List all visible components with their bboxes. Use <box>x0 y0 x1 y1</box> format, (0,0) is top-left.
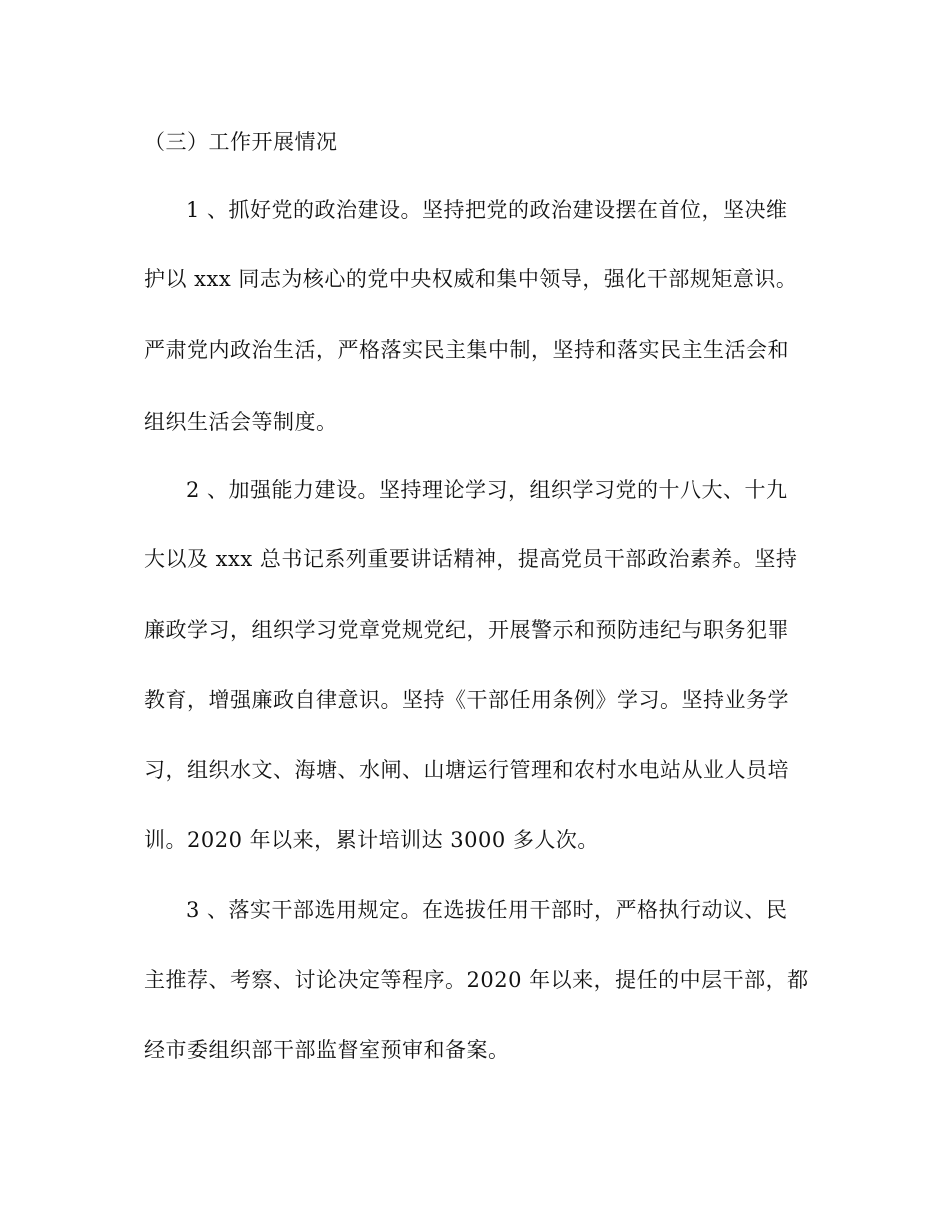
paragraph-1-line-1: 1 、抓好党的政治建设。坚持把党的政治建设摆在首位，坚决维 <box>186 198 788 222</box>
paragraph-1-line-2: 护以 xxx 同志为核心的党中央权威和集中领导，强化干部规矩意识。 <box>144 267 798 291</box>
paragraph-2-line-2: 大以及 xxx 总书记系列重要讲话精神，提高党员干部政治素养。坚持 <box>144 547 798 571</box>
section-heading: （三）工作开展情况 <box>144 130 338 154</box>
paragraph-3-line-3: 经市委组织部干部监督室预审和备案。 <box>144 1038 510 1062</box>
paragraph-2-line-3: 廉政学习，组织学习党章党规党纪，开展警示和预防违纪与职务犯罪 <box>144 618 789 642</box>
paragraph-2-line-4: 教育，增强廉政自律意识。坚持《干部任用条例》学习。坚持业务学 <box>144 688 789 712</box>
paragraph-2-line-1: 2 、加强能力建设。坚持理论学习，组织学习党的十八大、十九 <box>186 478 788 502</box>
paragraph-3-line-1: 3 、落实干部选用规定。在选拔任用干部时，严格执行动议、民 <box>186 898 788 922</box>
paragraph-1-line-4: 组织生活会等制度。 <box>144 410 338 434</box>
paragraph-1-line-3: 严肃党内政治生活，严格落实民主集中制，坚持和落实民主生活会和 <box>144 338 789 362</box>
paragraph-3-line-2: 主推荐、考察、讨论决定等程序。2020 年以来，提任的中层干部，都 <box>144 968 809 992</box>
paragraph-2-line-5: 习，组织水文、海塘、水闸、山塘运行管理和农村水电站从业人员培 <box>144 758 789 782</box>
paragraph-2-line-6: 训。2020 年以来，累计培训达 3000 多人次。 <box>144 828 599 852</box>
